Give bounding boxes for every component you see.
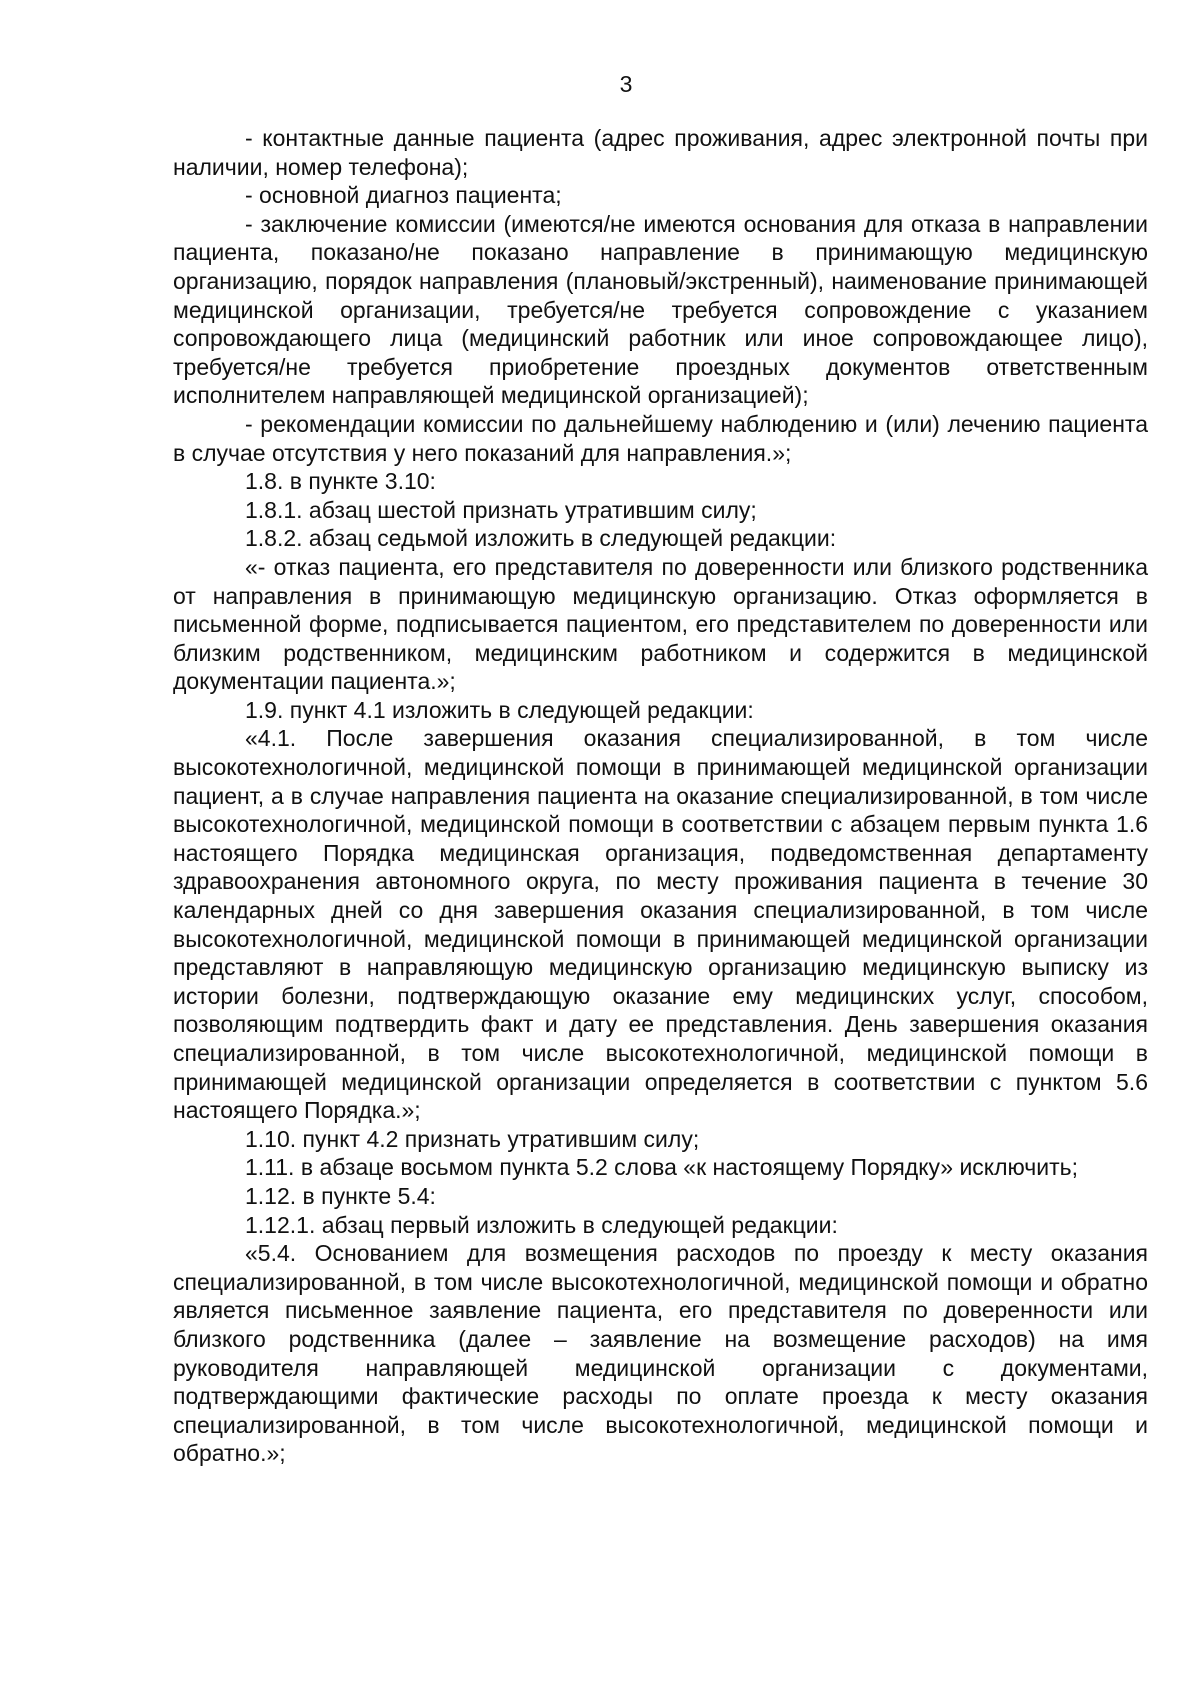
paragraph-item-1-11: 1.11. в абзаце восьмом пункта 5.2 слова «к настоящему Порядку» исключить; xyxy=(245,1154,1079,1181)
paragraph-contact-details: - контактные данные пациента (адрес проживания, адрес электронной почты при наличии, номер телефона); xyxy=(173,125,1148,180)
page-number: 3 xyxy=(619,71,633,97)
paragraph-item-1-9: 1.9. пункт 4.1 изложить в следующей редакции: xyxy=(245,696,754,723)
paragraph-item-1-8-2: 1.8.2. абзац седьмой изложить в следующей редакции: xyxy=(245,525,837,552)
paragraph-item-1-12-1: 1.12.1. абзац первый изложить в следующей редакции: xyxy=(245,1211,838,1238)
paragraph-item-1-10: 1.10. пункт 4.2 признать утратившим силу; xyxy=(245,1125,700,1152)
paragraph-item-1-12: 1.12. в пункте 5.4: xyxy=(245,1182,436,1209)
paragraph-item-1-8-1: 1.8.1. абзац шестой признать утратившим силу; xyxy=(245,496,757,523)
document-body xyxy=(173,124,1148,1468)
paragraph-commission-recommendations: - рекомендации комиссии по дальнейшему наблюдению и (или) лечению пациента в случае отсутствия у него показаний для направления.»; xyxy=(173,410,1148,466)
paragraph-item-5-4-text: «5.4. Основанием для возмещения расходов по проезду к месту оказания специализированной, в том числе высокотехнологичной, медицинской помощи и обратно является письменное заявление пациента, его представителя по доверенности или близкого родственника (далее – заявление на возмещение расходов) на имя руководителя направляющей медицинской организации с документами, подтверждающими фактические расходы по оплате проезда к месту оказания специализированной, в том числе высокотехнологичной, медицинской помощи и обратно.»; xyxy=(173,1240,1148,1467)
paragraph-commission-conclusion: - заключение комиссии (имеются/не имеются основания для отказа в направлении пациента, показано/не показано направление в принимающую медицинскую организацию, порядок направления (плановый/экстренный), наименование принимающей медицинской организации, требуется/не требуется сопровождение с указанием сопровождающего лица (медицинский работник или иное сопровождающее лицо), требуется/не требуется приобретение проездных документов ответственным исполнителем направляющей медицинской организацией); xyxy=(173,210,1148,409)
paragraph-main-diagnosis: - основной диагноз пациента; xyxy=(245,182,562,209)
paragraph-item-1-8: 1.8. в пункте 3.10: xyxy=(245,468,436,495)
paragraph-item-4-1-text: «4.1. После завершения оказания специализированной, в том числе высокотехнологичной, медицинской помощи в принимающей медицинской организации пациент, а в случае направления пациента на оказание специализированной, в том числе высокотехнологичной, медицинской помощи в соответствии с абзацем первым пункта 1.6 настоящего Порядка медицинская организация, подведомственная департаменту здравоохранения автономного округа, по месту проживания пациента в течение 30 календарных дней со дня завершения оказания специализированной, в том числе высокотехнологичной, медицинской помощи в принимающей медицинской организации представляют в направляющую медицинскую организацию медицинскую выписку из истории болезни, подтверждающую оказание ему медицинских услуг, способом, позволяющим подтвердить факт и дату ее представления. День завершения оказания специализированной, в том числе высокотехнологичной, медицинской помощи в принимающей медицинской организации определяется в соответствии с пунктом 5.6 настоящего Порядка.»; xyxy=(173,725,1148,1124)
paragraph-refusal-text: «- отказ пациента, его представителя по доверенности или близкого родственника от направления в принимающую медицинскую организацию. Отказ оформляется в письменной форме, подписывается пациентом, его представителем по доверенности или близким родственником, медицинским работником и содержится в медицинской документации пациента.»; xyxy=(173,553,1148,695)
